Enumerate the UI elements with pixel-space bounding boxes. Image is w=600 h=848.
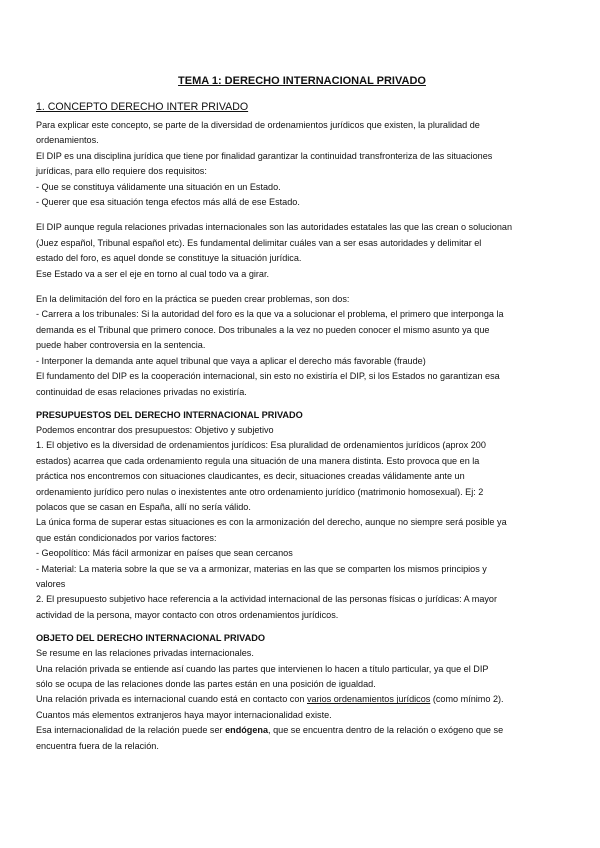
paragraph-line: actividad de la persona, mayor contacto con otros ordenamientos jurídicos. bbox=[36, 609, 339, 620]
paragraph-line: polacos que se casan en España, allí no sería válido. bbox=[36, 501, 251, 512]
text-run: Esa internacionalidad de la relación puede ser bbox=[36, 725, 226, 736]
paragraph-line: La única forma de superar estas situaciones es con la armonización del derecho, aunque no siempre será posible ya bbox=[36, 517, 507, 528]
paragraph-line: El fundamento del DIP es la cooperación internacional, sin esto no existiría el DIP, si los Estados no garantizan esa bbox=[36, 371, 500, 382]
paragraph-line: Una relación privada se entiende así cuando las partes que intervienen lo hacen a título particular, ya que el DIP bbox=[36, 663, 489, 674]
paragraph-line: jurídicas, para ello requiere dos requisitos: bbox=[36, 166, 207, 177]
paragraph-line bbox=[36, 723, 568, 738]
list-item: - Carrera a los tribunales: Si la autoridad del foro es la que va a solucionar el problema, el primero que interponga la bbox=[36, 309, 504, 320]
text-run: Una relación privada es internacional cuando está en contacto con bbox=[36, 694, 307, 705]
paragraph-line: que están condicionados por varios factores: bbox=[36, 532, 217, 543]
paragraph-line bbox=[36, 692, 568, 707]
text-run: , que se encuentra dentro de la relación o exógeno que se bbox=[268, 725, 504, 736]
paragraph-line: El DIP aunque regula relaciones privadas internacionales son las autoridades estatales las que las crean o solucionan bbox=[36, 222, 513, 233]
section-3-heading: OBJETO DEL DERECHO INTERNACIONAL PRIVADO bbox=[36, 633, 266, 644]
paragraph-line: estados) acarrea que cada ordenamiento regula una situación de una manera distinta. Esto provoca que en la bbox=[36, 455, 480, 466]
paragraph-line: Ese Estado va a ser el eje en torno al cual todo va a girar. bbox=[36, 268, 270, 279]
paragraph-line: encuentra fuera de la relación. bbox=[36, 740, 159, 751]
paragraph-line: ordenamientos. bbox=[36, 135, 99, 146]
paragraph-line: 2. El presupuesto subjetivo hace referencia a la actividad internacional de las personas físicas o jurídicas: A mayor bbox=[36, 594, 498, 605]
bold-term: endógena bbox=[225, 725, 269, 736]
paragraph-line: Para explicar este concepto, se parte de la diversidad de ordenamientos jurídicos que existen, la pluralidad de bbox=[36, 120, 480, 130]
section-2-heading: PRESUPUESTOS DEL DERECHO INTERNACIONAL PRIVADO bbox=[36, 409, 303, 420]
list-item: - Material: La materia sobre la que se va a armonizar, materias en las que se comparten los mismos principios y bbox=[36, 563, 487, 574]
underlined-phrase: varios ordenamientos jurídicos bbox=[306, 694, 431, 705]
paragraph-line: sólo se ocupa de las relaciones donde las partes están en una posición de igualdad. bbox=[36, 679, 376, 689]
paragraph-line: Se resume en las relaciones privadas internacionales. bbox=[36, 648, 254, 659]
list-item: - Interponer la demanda ante aquel tribunal que vaya a aplicar el derecho más favorable (fraude) bbox=[36, 355, 426, 366]
list-item: - Querer que esa situación tenga efectos más allá de ese Estado. bbox=[36, 197, 300, 208]
paragraph-line: estado del foro, es aquel donde se constituye la situación jurídica. bbox=[36, 253, 302, 264]
paragraph-line: valores bbox=[36, 578, 66, 589]
paragraph-line: demanda es el Tribunal que primero conoce. Dos tribunales a la vez no pueden conocer el mismo asunto ya que bbox=[36, 324, 490, 335]
paragraph-line: ordenamiento jurídico pero nulas o inexistentes ante otro ordenamiento jurídico (matrimonio homosexual). Ej: 2 bbox=[36, 486, 484, 497]
paragraph-line: (Juez español, Tribunal español etc). Es fundamental delimitar cuáles van a ser esas autoridades y delimitar el bbox=[36, 237, 482, 248]
paragraph-line: El DIP es una disciplina jurídica que tiene por finalidad garantizar la continuidad transfronteriza de las situaciones bbox=[36, 150, 493, 161]
section-1-heading: 1. CONCEPTO DERECHO INTER PRIVADO bbox=[36, 101, 249, 113]
paragraph-line: En la delimitación del foro en la práctica se pueden crear problemas, son dos: bbox=[36, 294, 350, 305]
list-item: - Que se constituya válidamente una situación en un Estado. bbox=[36, 181, 281, 192]
paragraph-line: práctica nos encontremos con situaciones claudicantes, es decir, situaciones creadas válidamente ante un bbox=[36, 471, 465, 482]
document-page bbox=[36, 74, 568, 754]
paragraph-line: puede haber controversia en la sentencia. bbox=[36, 340, 206, 351]
text-run: (como mínimo 2). bbox=[430, 694, 504, 705]
paragraph-line: continuidad de esas relaciones privadas no existiría. bbox=[36, 386, 247, 397]
paragraph-line: Cuantos más elementos extranjeros haya mayor internacionalidad existe. bbox=[36, 709, 332, 720]
paragraph-line: Podemos encontrar dos presupuestos: Objetivo y subjetivo bbox=[36, 424, 274, 435]
page-title: TEMA 1: DERECHO INTERNACIONAL PRIVADO bbox=[178, 75, 426, 87]
list-item: - Geopolítico: Más fácil armonizar en países que sean cercanos bbox=[36, 548, 293, 559]
paragraph-line: 1. El objetivo es la diversidad de ordenamientos jurídicos: Esa pluralidad de ordenamientos jurídicos (aprox 200 bbox=[36, 440, 486, 451]
